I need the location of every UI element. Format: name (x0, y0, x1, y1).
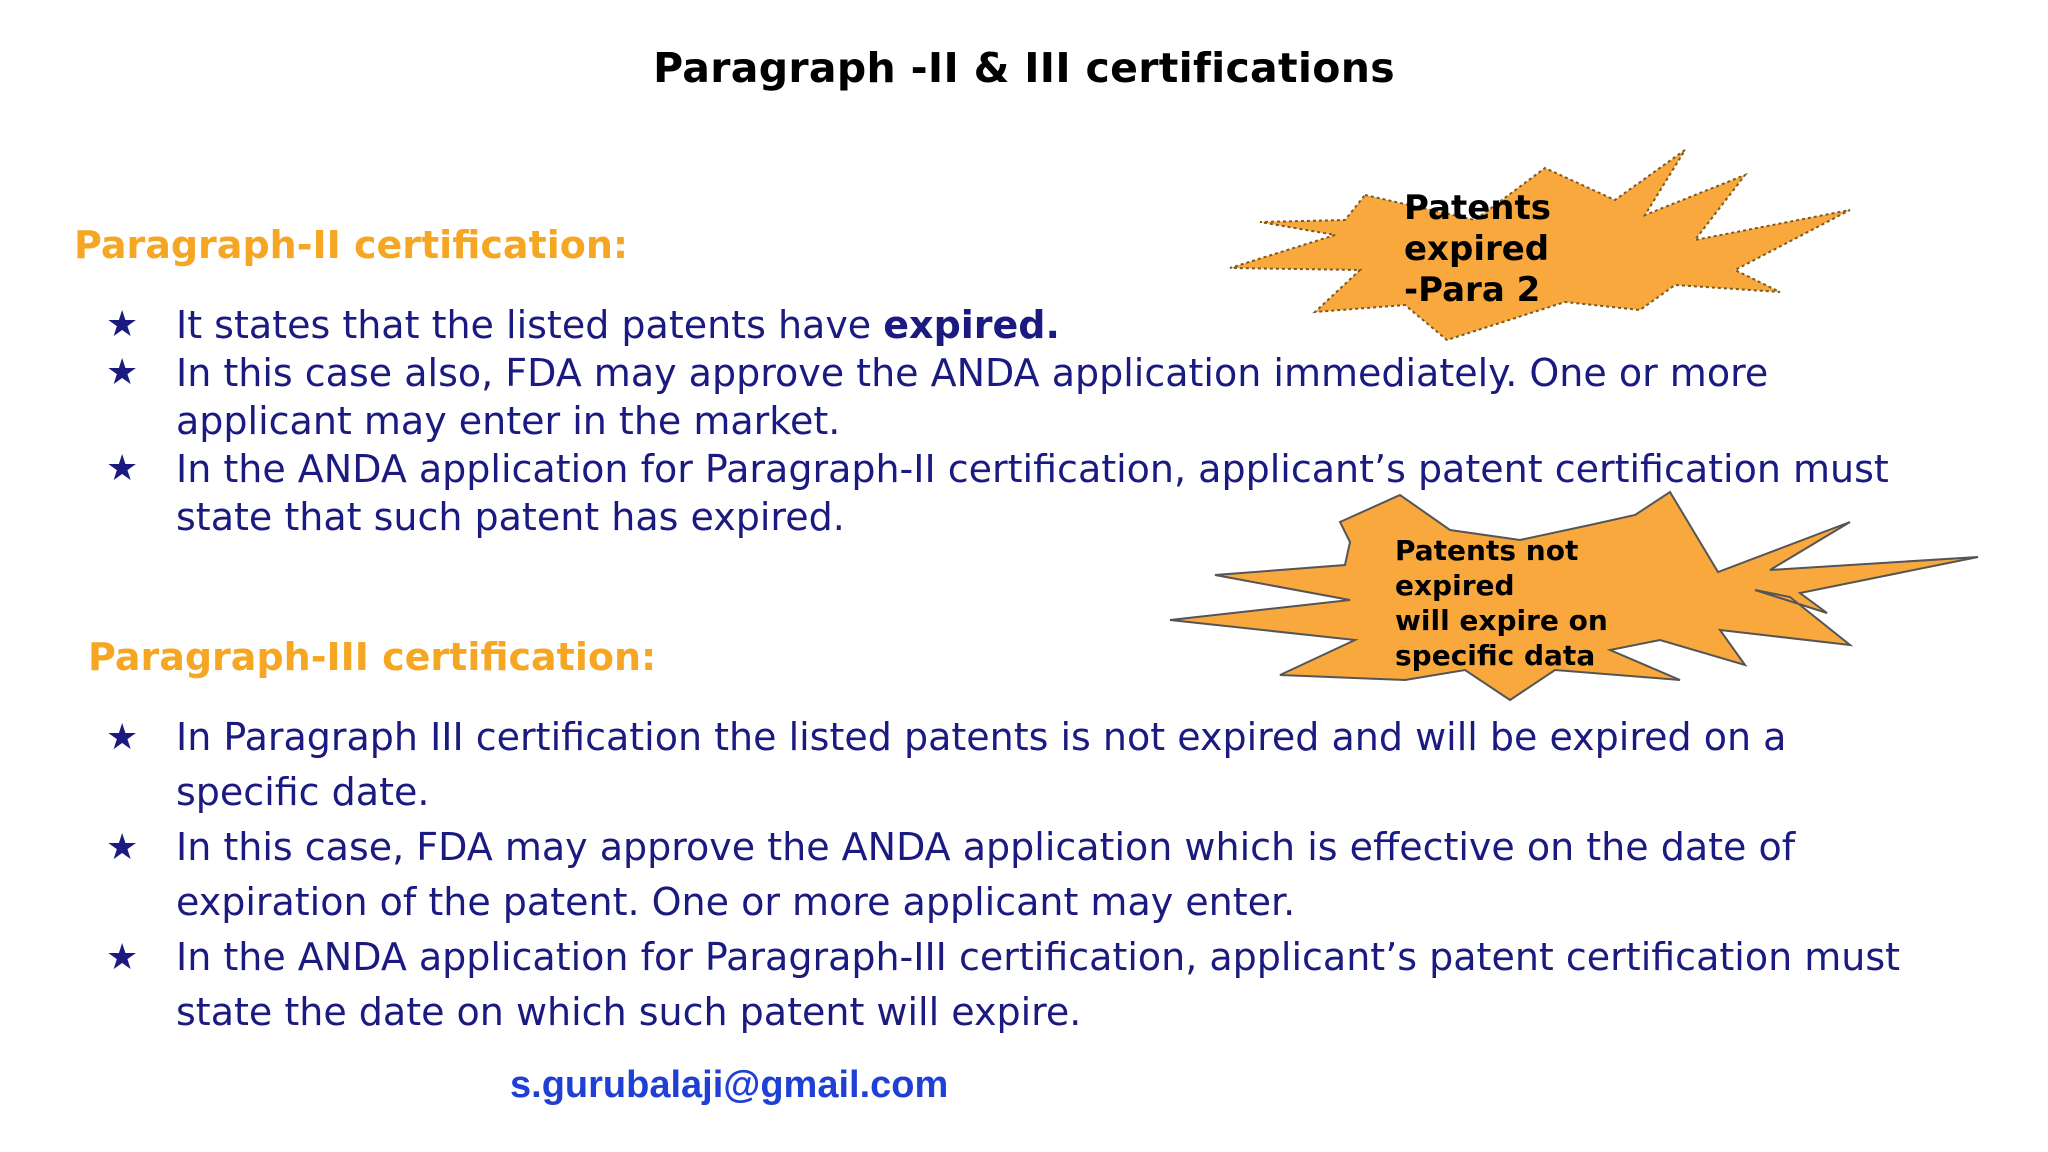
callout-text-para3 (1395, 533, 1608, 673)
callout-text-para2 (1404, 188, 1551, 311)
callout-line: specific data (1395, 639, 1596, 672)
star-icon: ★ (106, 448, 139, 489)
star-icon: ★ (106, 827, 139, 868)
bullet-text: It states that the listed patents have (176, 303, 884, 347)
bullet-text: In this case, FDA may approve the ANDA application which is effective on the date of expiration of the patent. One or more applicant may enter. (176, 825, 1796, 924)
bullet-item (106, 349, 1926, 445)
callout-line: Patents not (1395, 534, 1579, 567)
callout-line: expired (1404, 229, 1550, 269)
bullet-text: In the ANDA application for Paragraph-III certification, applicant’s patent certification must state the date on which such patent will expire. (176, 935, 1901, 1034)
paragraph-iii-bullet-list (106, 710, 1926, 1040)
section-heading-paragraph-iii: Paragraph-III certification: (88, 635, 657, 679)
star-icon: ★ (106, 304, 139, 345)
callout-line: -Para 2 (1404, 270, 1541, 310)
bullet-text: In Paragraph III certification the listed patents is not expired and will be expired on a specific date. (176, 715, 1787, 814)
author-email: s.gurubalaji@gmail.com (510, 1064, 949, 1106)
star-icon: ★ (106, 937, 139, 978)
callout-line: will expire on (1395, 604, 1608, 637)
bullet-item (106, 710, 1926, 820)
star-icon: ★ (106, 352, 139, 393)
bullet-text: In this case also, FDA may approve the ANDA application immediately. One or more applicant may enter in the market. (176, 351, 1769, 443)
bullet-item (106, 930, 1926, 1040)
section-heading-paragraph-ii: Paragraph-II certification: (74, 223, 629, 267)
bullet-text: In the ANDA application for Paragraph-II certification, applicant’s patent certification must state that such patent has expired. (176, 447, 1889, 539)
bullet-item (106, 820, 1926, 930)
callout-line: Patents (1404, 188, 1551, 228)
bullet-emphasis: expired. (883, 303, 1060, 347)
callout-line: expired (1395, 569, 1515, 602)
star-icon: ★ (106, 717, 139, 758)
slide-title: Paragraph -II & III certifications (653, 44, 1395, 92)
